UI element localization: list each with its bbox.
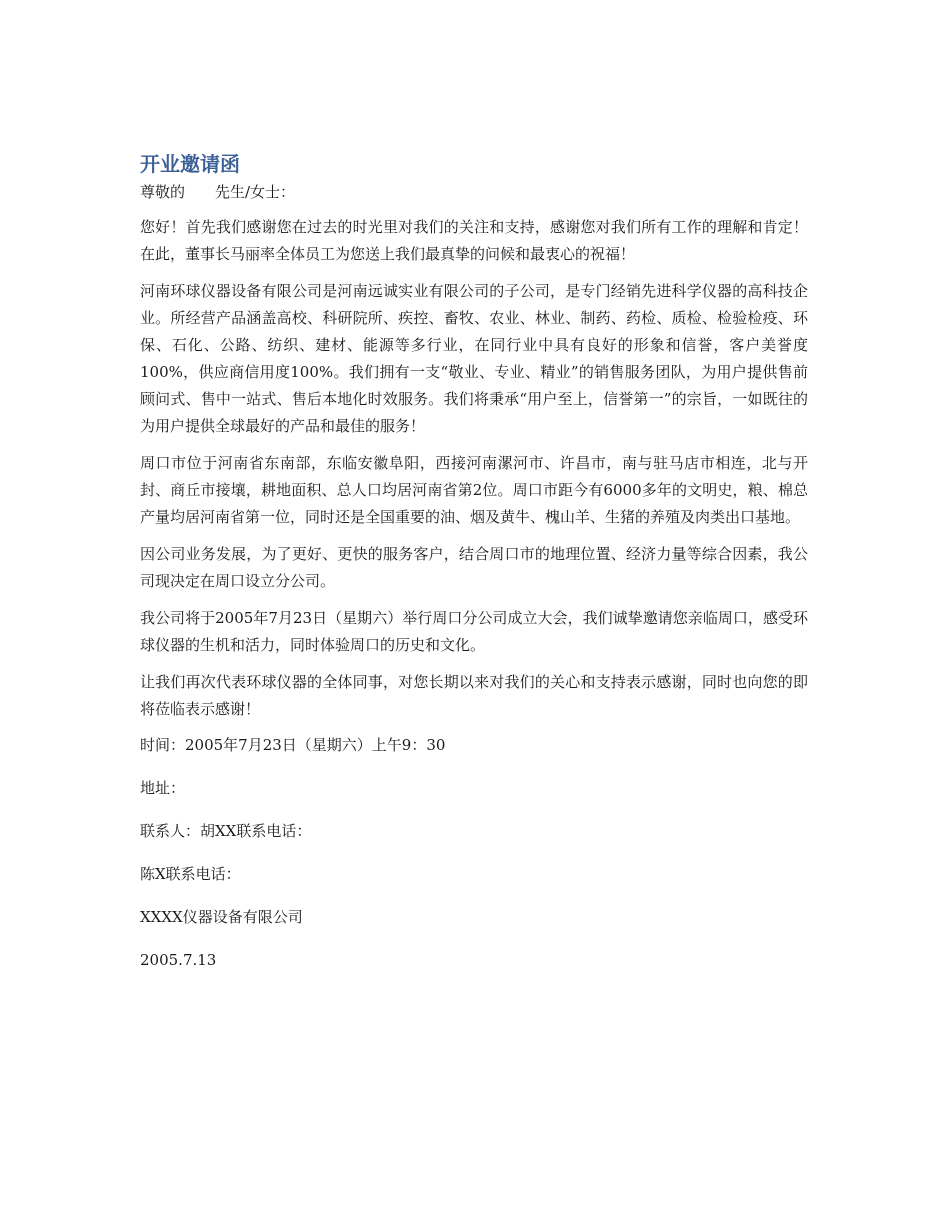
letter-date: 2005.7.13 xyxy=(140,951,217,969)
document-title: 开业邀请函 xyxy=(140,152,240,176)
paragraph-city-intro: 周口市位于河南省东南部，东临安徽阜阳，西接河南漯河市、许昌市，南与驻马店市相连，北与开封、商丘市接壤，耕地面积、总人口均居河南省第2位。周口市距今有6000多年的文明史，粮、棉总产量均居河南省第一位，同时还是全国重要的油、烟及黄牛、槐山羊、生猪的养殖及肉类出口基地。 xyxy=(140,454,808,526)
letter-page xyxy=(140,150,808,991)
event-address: 地址： xyxy=(140,779,186,797)
paragraph-invitation: 我公司将于2005年7月23日（星期六）举行周口分公司成立大会，我们诚挚邀请您亲临周口，感受环球仪器的生机和活力，同时体验周口的历史和文化。 xyxy=(140,609,808,654)
paragraph-branch-decision: 因公司业务发展，为了更好、更快的服务客户，结合周口市的地理位置、经济力量等综合因素，我公司现决定在周口设立分公司。 xyxy=(140,545,808,590)
paragraph-greeting: 您好！首先我们感谢您在过去的时光里对我们的关注和支持，感谢您对我们所有工作的理解和肯定！在此，董事长马丽率全体员工为您送上我们最真挚的问候和最衷心的祝福！ xyxy=(140,218,808,263)
salutation: 尊敬的 先生/女士： xyxy=(140,183,296,201)
paragraph-thanks: 让我们再次代表环球仪器的全体同事，对您长期以来对我们的关心和支持表示感谢，同时也向您的即将莅临表示感谢！ xyxy=(140,673,808,718)
event-time: 时间：2005年7月23日（星期六）上午9：30 xyxy=(140,736,446,754)
paragraph-company-intro: 河南环球仪器设备有限公司是河南远诚实业有限公司的子公司，是专门经销先进科学仪器的高科技企业。所经营产品涵盖高校、科研院所、疾控、畜牧、农业、林业、制药、药检、质检、检验检疫、环保、石化、公路、纺织、建材、能源等多行业，在同行业中具有良好的形象和信誉，客户美誉度100%，供应商信用度100%。我们拥有一支“敬业、专业、精业”的销售服务团队，为用户提供售前顾问式、售中一站式、售后本地化时效服务。我们将秉承“用户至上，信誉第一”的宗旨，一如既往的为用户提供全球最好的产品和最佳的服务！ xyxy=(140,282,808,435)
company-signature: XXXX仪器设备有限公司 xyxy=(140,908,303,926)
contact-person-1: 联系人：胡XX联系电话： xyxy=(140,822,312,840)
contact-person-2: 陈X联系电话： xyxy=(140,865,241,883)
